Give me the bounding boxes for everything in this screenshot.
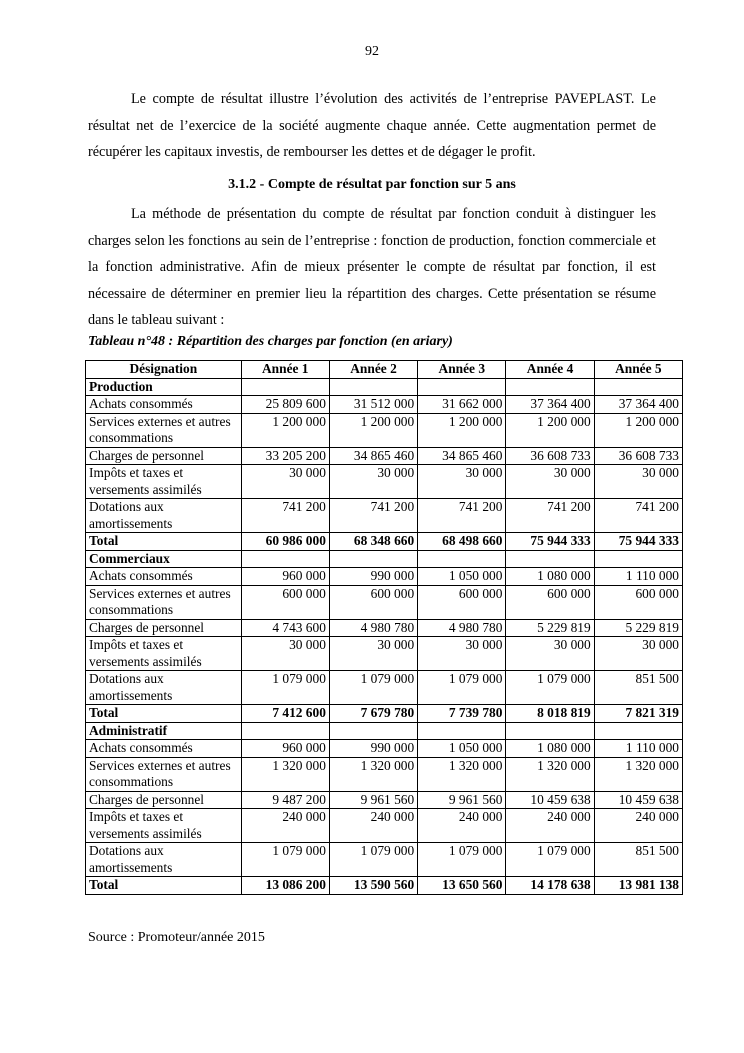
value-cell-year-4: 1 200 000 [506, 413, 594, 447]
value-cell-year-4: 1 080 000 [506, 740, 594, 758]
header-year-4: Année 4 [506, 361, 594, 379]
value-cell-year-1: 960 000 [241, 740, 329, 758]
value-cell-year-3: 1 079 000 [418, 671, 506, 705]
value-cell-year-5: 5 229 819 [594, 619, 682, 637]
empty-cell [418, 722, 506, 740]
value-cell-year-1: 1 320 000 [241, 757, 329, 791]
row-label: Total [86, 533, 242, 551]
value-cell-year-2: 1 079 000 [329, 671, 417, 705]
header-year-1: Année 1 [241, 361, 329, 379]
row-label: Impôts et taxes et versements assimilés [86, 465, 242, 499]
empty-cell [241, 722, 329, 740]
value-cell-year-1: 1 079 000 [241, 843, 329, 877]
row-label: Charges de personnel [86, 791, 242, 809]
value-cell-year-5: 37 364 400 [594, 396, 682, 414]
section-title: Production [86, 378, 242, 396]
table-row [86, 740, 683, 758]
value-cell-year-1: 1 200 000 [241, 413, 329, 447]
value-cell-year-3: 240 000 [418, 809, 506, 843]
value-cell-year-5: 36 608 733 [594, 447, 682, 465]
value-cell-year-4: 14 178 638 [506, 877, 594, 895]
value-cell-year-4: 600 000 [506, 585, 594, 619]
row-label: Charges de personnel [86, 447, 242, 465]
value-cell-year-2: 9 961 560 [329, 791, 417, 809]
intro-paragraph: Le compte de résultat illustre l’évolution des activités de l’entreprise PAVEPLAST. Le résultat net de l’exercice de la société augmente chaque année. Cette augmentation permet de récupérer les capitaux investis, de rembourser les dettes et de dégager le profit. [88, 91, 656, 160]
value-cell-year-2: 1 079 000 [329, 843, 417, 877]
empty-cell [329, 550, 417, 568]
empty-cell [506, 550, 594, 568]
row-label: Achats consommés [86, 396, 242, 414]
table-body [86, 378, 683, 894]
table-row [86, 396, 683, 414]
value-cell-year-2: 990 000 [329, 568, 417, 586]
value-cell-year-2: 741 200 [329, 499, 417, 533]
table-row [86, 809, 683, 843]
empty-cell [329, 722, 417, 740]
row-label: Achats consommés [86, 568, 242, 586]
total-row-production [86, 533, 683, 551]
row-label: Impôts et taxes et versements assimilés [86, 809, 242, 843]
value-cell-year-1: 30 000 [241, 637, 329, 671]
table-row [86, 413, 683, 447]
table-row [86, 791, 683, 809]
value-cell-year-5: 10 459 638 [594, 791, 682, 809]
row-label: Services externes et autres consommations [86, 413, 242, 447]
header-year-2: Année 2 [329, 361, 417, 379]
row-label: Total [86, 705, 242, 723]
value-cell-year-1: 9 487 200 [241, 791, 329, 809]
value-cell-year-1: 741 200 [241, 499, 329, 533]
header-year-3: Année 3 [418, 361, 506, 379]
value-cell-year-2: 990 000 [329, 740, 417, 758]
value-cell-year-4: 1 079 000 [506, 671, 594, 705]
section-heading: 3.1.2 - Compte de résultat par fonction sur 5 ans [228, 177, 516, 192]
value-cell-year-3: 4 980 780 [418, 619, 506, 637]
value-cell-year-2: 30 000 [329, 465, 417, 499]
header-year-5: Année 5 [594, 361, 682, 379]
row-label: Dotations aux amortissements [86, 671, 242, 705]
value-cell-year-3: 600 000 [418, 585, 506, 619]
value-cell-year-3: 1 050 000 [418, 740, 506, 758]
value-cell-year-4: 240 000 [506, 809, 594, 843]
empty-cell [594, 722, 682, 740]
value-cell-year-1: 4 743 600 [241, 619, 329, 637]
value-cell-year-4: 5 229 819 [506, 619, 594, 637]
table-row [86, 465, 683, 499]
section-row-production [86, 378, 683, 396]
empty-cell [418, 378, 506, 396]
value-cell-year-2: 68 348 660 [329, 533, 417, 551]
value-cell-year-5: 1 320 000 [594, 757, 682, 791]
value-cell-year-2: 34 865 460 [329, 447, 417, 465]
table-row [86, 568, 683, 586]
empty-cell [594, 550, 682, 568]
value-cell-year-5: 75 944 333 [594, 533, 682, 551]
value-cell-year-4: 1 079 000 [506, 843, 594, 877]
value-cell-year-3: 13 650 560 [418, 877, 506, 895]
value-cell-year-2: 600 000 [329, 585, 417, 619]
value-cell-year-3: 1 320 000 [418, 757, 506, 791]
value-cell-year-4: 1 080 000 [506, 568, 594, 586]
row-label: Dotations aux amortissements [86, 843, 242, 877]
value-cell-year-2: 30 000 [329, 637, 417, 671]
value-cell-year-3: 1 200 000 [418, 413, 506, 447]
value-cell-year-4: 37 364 400 [506, 396, 594, 414]
empty-cell [329, 378, 417, 396]
empty-cell [594, 378, 682, 396]
table-row [86, 671, 683, 705]
table-source: Source : Promoteur/année 2015 [88, 930, 265, 945]
row-label: Achats consommés [86, 740, 242, 758]
value-cell-year-2: 7 679 780 [329, 705, 417, 723]
empty-cell [241, 550, 329, 568]
value-cell-year-2: 4 980 780 [329, 619, 417, 637]
value-cell-year-2: 13 590 560 [329, 877, 417, 895]
row-label: Total [86, 877, 242, 895]
method-paragraph: La méthode de présentation du compte de résultat par fonction conduit à distinguer les charges selon les fonctions au sein de l’entreprise : fonction de production, fonction commerciale et la fonction administrative. Afin de mieux présenter le compte de résultat par fonction, il est nécessaire de déterminer en premier lieu la répartition des charges. Cette présentation se résume dans le tableau suivant : [88, 206, 656, 328]
value-cell-year-5: 13 981 138 [594, 877, 682, 895]
table-row [86, 447, 683, 465]
table-row [86, 637, 683, 671]
value-cell-year-5: 30 000 [594, 637, 682, 671]
value-cell-year-2: 31 512 000 [329, 396, 417, 414]
value-cell-year-3: 741 200 [418, 499, 506, 533]
value-cell-year-1: 30 000 [241, 465, 329, 499]
total-row-administratif [86, 877, 683, 895]
value-cell-year-3: 30 000 [418, 465, 506, 499]
value-cell-year-5: 240 000 [594, 809, 682, 843]
value-cell-year-4: 10 459 638 [506, 791, 594, 809]
row-label: Services externes et autres consommations [86, 757, 242, 791]
table-caption: Tableau n°48 : Répartition des charges par fonction (en ariary) [88, 334, 453, 349]
value-cell-year-5: 1 110 000 [594, 568, 682, 586]
value-cell-year-3: 34 865 460 [418, 447, 506, 465]
value-cell-year-3: 30 000 [418, 637, 506, 671]
table-row [86, 619, 683, 637]
table-row [86, 585, 683, 619]
value-cell-year-1: 960 000 [241, 568, 329, 586]
value-cell-year-1: 240 000 [241, 809, 329, 843]
row-label: Charges de personnel [86, 619, 242, 637]
value-cell-year-1: 7 412 600 [241, 705, 329, 723]
section-row-administratif [86, 722, 683, 740]
value-cell-year-4: 30 000 [506, 637, 594, 671]
value-cell-year-3: 68 498 660 [418, 533, 506, 551]
row-label: Dotations aux amortissements [86, 499, 242, 533]
value-cell-year-2: 240 000 [329, 809, 417, 843]
value-cell-year-2: 1 320 000 [329, 757, 417, 791]
value-cell-year-1: 25 809 600 [241, 396, 329, 414]
empty-cell [506, 378, 594, 396]
value-cell-year-5: 851 500 [594, 843, 682, 877]
value-cell-year-4: 741 200 [506, 499, 594, 533]
page-number: 92 [365, 44, 379, 59]
value-cell-year-1: 33 205 200 [241, 447, 329, 465]
empty-cell [506, 722, 594, 740]
value-cell-year-4: 30 000 [506, 465, 594, 499]
value-cell-year-2: 1 200 000 [329, 413, 417, 447]
value-cell-year-4: 36 608 733 [506, 447, 594, 465]
value-cell-year-4: 75 944 333 [506, 533, 594, 551]
value-cell-year-4: 8 018 819 [506, 705, 594, 723]
table-row [86, 757, 683, 791]
empty-cell [241, 378, 329, 396]
section-title: Administratif [86, 722, 242, 740]
value-cell-year-5: 30 000 [594, 465, 682, 499]
value-cell-year-5: 1 200 000 [594, 413, 682, 447]
empty-cell [418, 550, 506, 568]
section-title: Commerciaux [86, 550, 242, 568]
value-cell-year-5: 851 500 [594, 671, 682, 705]
table-row [86, 843, 683, 877]
value-cell-year-3: 31 662 000 [418, 396, 506, 414]
value-cell-year-1: 1 079 000 [241, 671, 329, 705]
row-label: Services externes et autres consommations [86, 585, 242, 619]
value-cell-year-3: 7 739 780 [418, 705, 506, 723]
header-designation: Désignation [86, 361, 242, 379]
section-row-commerciaux [86, 550, 683, 568]
table-row [86, 499, 683, 533]
table-header-row [86, 361, 683, 379]
value-cell-year-5: 741 200 [594, 499, 682, 533]
value-cell-year-1: 600 000 [241, 585, 329, 619]
value-cell-year-4: 1 320 000 [506, 757, 594, 791]
value-cell-year-5: 1 110 000 [594, 740, 682, 758]
total-row-commerciaux [86, 705, 683, 723]
row-label: Impôts et taxes et versements assimilés [86, 637, 242, 671]
value-cell-year-5: 600 000 [594, 585, 682, 619]
value-cell-year-5: 7 821 319 [594, 705, 682, 723]
value-cell-year-3: 9 961 560 [418, 791, 506, 809]
value-cell-year-1: 60 986 000 [241, 533, 329, 551]
value-cell-year-3: 1 050 000 [418, 568, 506, 586]
charges-table [85, 360, 683, 895]
value-cell-year-3: 1 079 000 [418, 843, 506, 877]
value-cell-year-1: 13 086 200 [241, 877, 329, 895]
